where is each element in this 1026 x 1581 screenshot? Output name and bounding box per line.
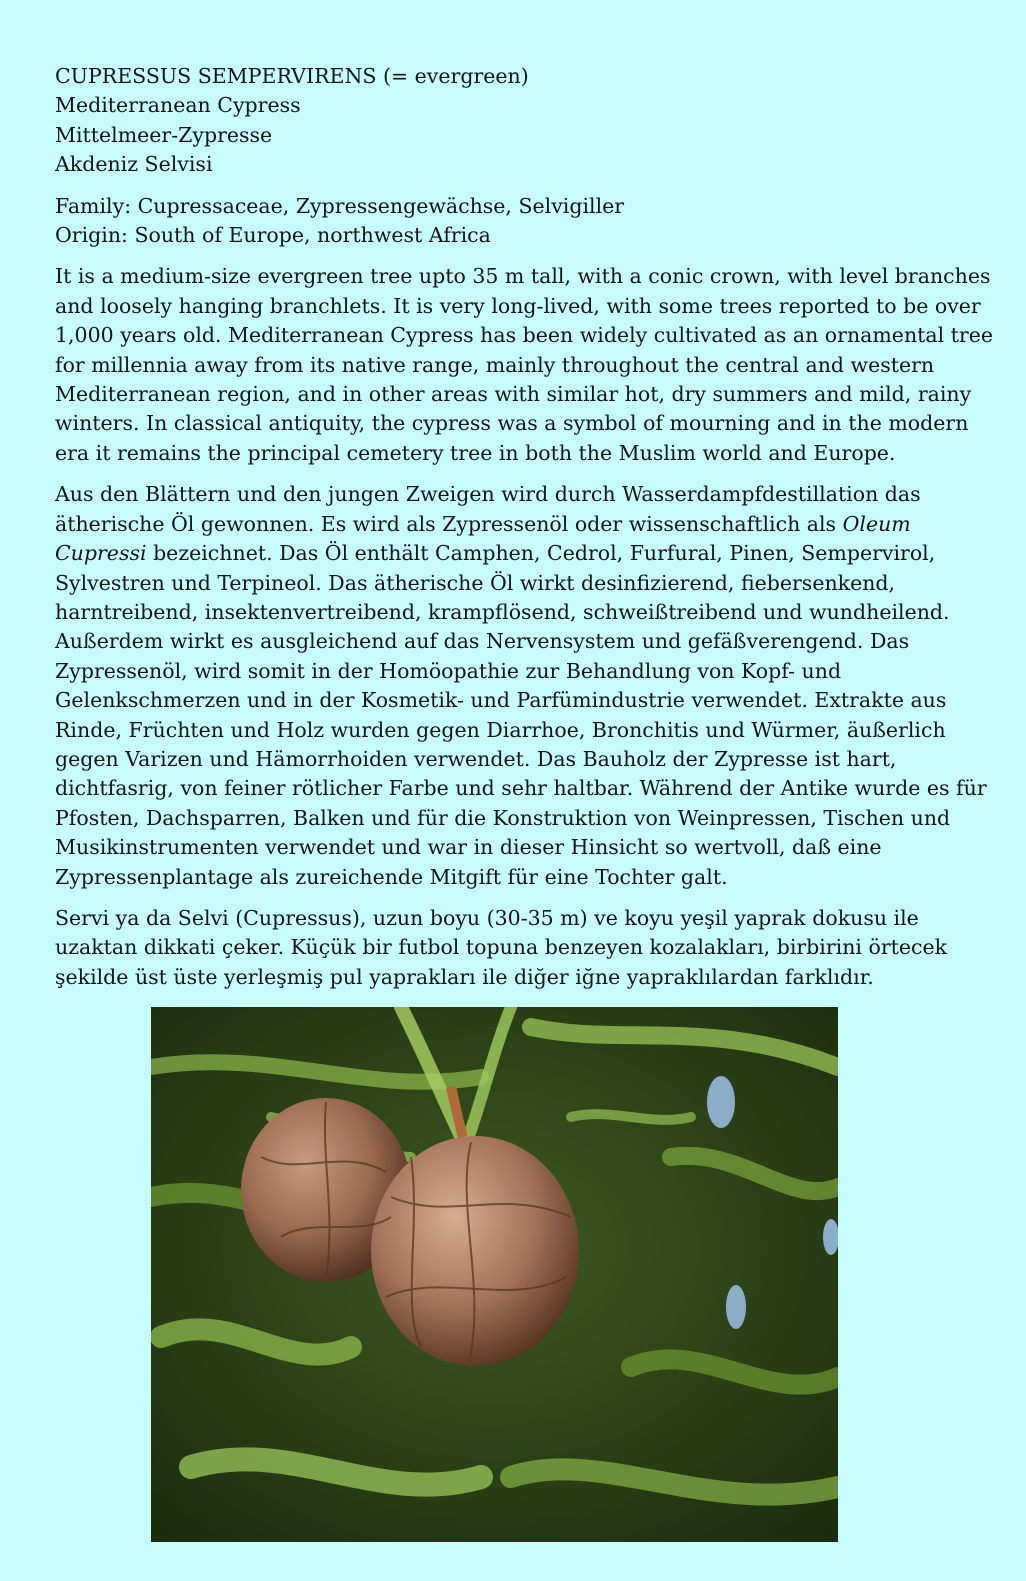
cypress-cone-illustration xyxy=(151,1007,838,1542)
latin-term: Oleum xyxy=(842,511,911,536)
english-paragraph xyxy=(55,262,993,468)
paragraph-line: harntreibend, insektenvertreibend, krampflösend, schweißtreibend und wundheilend. xyxy=(55,599,950,624)
cypress-cone-photo xyxy=(151,1007,838,1542)
paragraph-line: It is a medium-size evergreen tree upto 35 m tall, with a conic crown, with level branches xyxy=(55,264,991,289)
paragraph-text: ätherische Öl gewonnen. Es wird als Zypressenöl oder wissenschaftlich als xyxy=(55,511,843,536)
paragraph-line: dichtfasrig, von feiner rötlicher Farbe und sehr haltbar. Während der Antike wurde es für xyxy=(55,776,987,801)
paragraph-line: uzaktan dikkati çeker. Küçük bir futbol topuna benzeyen kozalakları, birbirini örtecek xyxy=(55,935,948,960)
paragraph-line: Mediterranean region, and in other areas with similar hot, dry summers and mild, rainy xyxy=(55,382,972,407)
german-name: Mittelmeer-Zypresse xyxy=(55,122,273,147)
paragraph-line: winters. In classical antiquity, the cypress was a symbol of mourning and in the modern xyxy=(55,411,969,436)
document-text xyxy=(55,62,993,1004)
paragraph-line: şekilde üst üste yerleşmiş pul yaprakları ile diğer iğne yapraklılardan farklıdır. xyxy=(55,964,874,989)
paragraph-line: Musikinstrumenten verwendet und war in dieser Hinsicht so wertvoll, daß eine xyxy=(55,835,882,860)
paragraph-line: Sylvestren und Terpineol. Das ätherische Öl wirkt desinfizierend, fiebersenkend, xyxy=(55,570,896,595)
taxonomy-info xyxy=(55,192,990,251)
paragraph-line: 1,000 years old. Mediterranean Cypress has been widely cultivated as an ornamental tree xyxy=(55,323,993,348)
paragraph-text: bezeichnet. Das Öl enthält Camphen, Cedrol, Furfural, Pinen, Sempervirol, xyxy=(146,541,936,566)
paragraph-line: Pfosten, Dachsparren, Balken und für die Konstruktion von Weinpressen, Tischen und xyxy=(55,805,951,830)
latin-name: CUPRESSUS SEMPERVIRENS (= evergreen) xyxy=(55,64,529,88)
paragraph-line: Gelenkschmerzen und in der Kosmetik- und Parfümindustrie verwendet. Extrakte aus xyxy=(55,688,947,713)
paragraph-line: Servi ya da Selvi (Cupressus), uzun boyu (30-35 m) ve koyu yeşil yaprak dokusu ile xyxy=(55,905,919,930)
paragraph-line: for millennia away from its native range, mainly throughout the central and western xyxy=(55,352,935,377)
turkish-paragraph xyxy=(55,904,990,992)
latin-term: Cupressi xyxy=(55,541,147,566)
paragraph-line: and loosely hanging branchlets. It is very long-lived, with some trees reported to be over xyxy=(55,293,981,318)
paragraph-line: Zypressenöl, wird somit in der Homöopathie zur Behandlung von Kopf- und xyxy=(55,658,842,683)
turkish-name: Akdeniz Selvisi xyxy=(55,152,213,177)
cone-right xyxy=(371,1136,579,1366)
family-line: Family: Cupressaceae, Zypressengewächse, Selvigiller xyxy=(55,193,625,218)
paragraph-line: Aus den Blättern und den jungen Zweigen wird durch Wasserdampfdestillation das xyxy=(55,482,921,507)
paragraph-line: Außerdem wirkt es ausgleichend auf das Nervensystem und gefäßverengend. Das xyxy=(55,629,910,654)
paragraph-line xyxy=(55,539,990,568)
paragraph-line: Rinde, Früchten und Holz wurden gegen Diarrhoe, Bronchitis und Würmer, äußerlich xyxy=(55,717,946,742)
german-paragraph xyxy=(55,480,990,892)
paragraph-line: Zypressenplantage als zureichende Mitgift für eine Tochter galt. xyxy=(55,864,728,889)
paragraph-line: gegen Varizen und Hämorrhoiden verwendet. Das Bauholz der Zypresse ist hart, xyxy=(55,746,897,771)
origin-line: Origin: South of Europe, northwest Africa xyxy=(55,223,491,248)
english-name: Mediterranean Cypress xyxy=(55,93,301,118)
paragraph-line xyxy=(55,510,990,539)
species-names xyxy=(55,62,990,180)
paragraph-line: era it remains the principal cemetery tree in both the Muslim world and Europe. xyxy=(55,440,896,465)
